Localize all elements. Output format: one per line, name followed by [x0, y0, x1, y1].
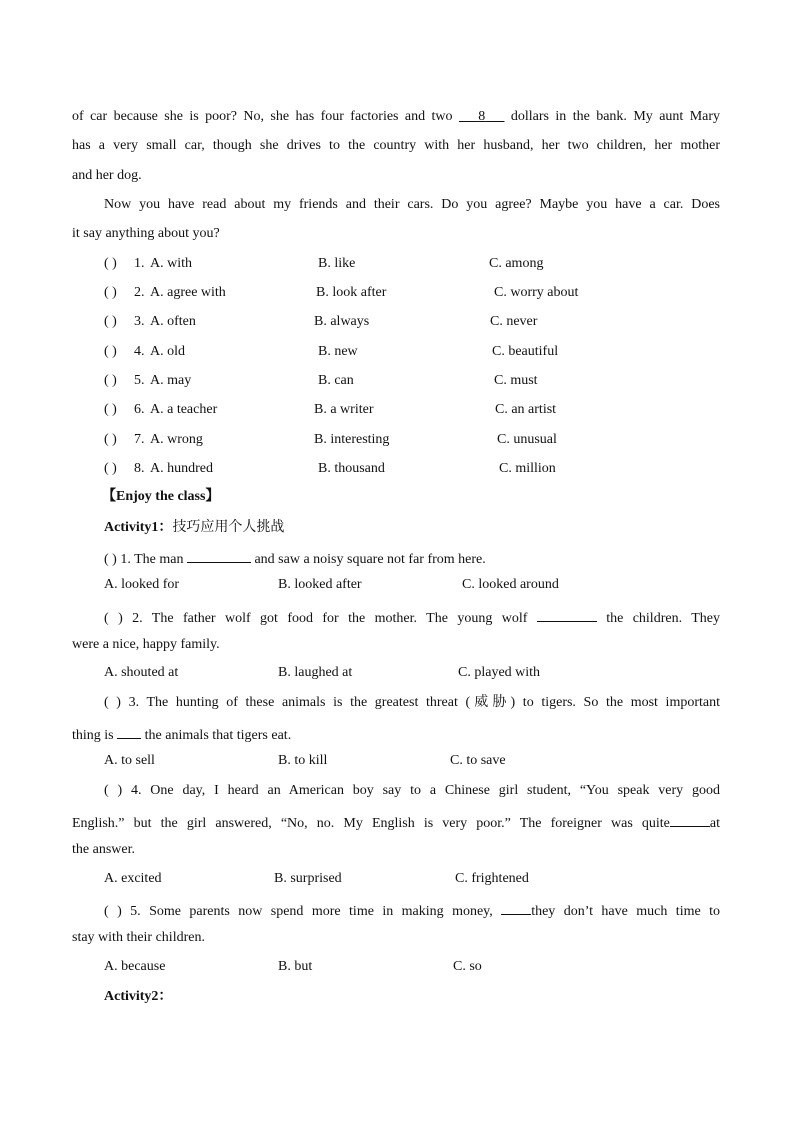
option-b: B. thousand	[318, 461, 385, 476]
option-a: A. agree with	[150, 285, 226, 300]
activity1-label: Activity1：技巧应用个人挑战	[104, 519, 285, 535]
question-number: 6.	[134, 402, 145, 417]
activity1-question-4: ( ) 4. One day, I heard an American boy say to a Chinese girl student, “You speak very good	[104, 783, 720, 798]
option-c: C. million	[499, 461, 556, 476]
option-c: C. beautiful	[492, 344, 559, 359]
option-b: B. new	[318, 344, 358, 359]
option-a: A. to sell	[104, 753, 155, 768]
option-a: A. hundred	[150, 461, 213, 476]
option-c: C. unusual	[497, 432, 557, 447]
question-line: English.” but the girl answered, “No, no. My English is very poor.” The foreigner was quite at	[72, 812, 720, 833]
question-number: 4.	[134, 344, 145, 359]
question-line: stay with their children.	[72, 930, 205, 945]
question-line: thing is the animals that tigers eat.	[72, 724, 291, 745]
option-a: A. a teacher	[150, 402, 218, 417]
option-b: B. to kill	[278, 753, 328, 768]
option-c: C. never	[490, 314, 538, 329]
option-b: B. look after	[316, 285, 387, 300]
question-number: 8.	[134, 461, 145, 476]
option-a: A. wrong	[150, 432, 203, 447]
activity1-question-1: ( ) 1. The man and saw a noisy square not far from here.	[104, 548, 486, 569]
option-a: A. because	[104, 959, 166, 974]
activity2-label: Activity2：	[104, 989, 173, 1004]
answer-paren[interactable]: ( )	[104, 256, 117, 271]
option-c: C. must	[494, 373, 538, 388]
option-b: B. interesting	[314, 432, 390, 447]
passage-line: of car because she is poor? No, she has four factories and two 8 dollars in the bank. My aunt Mary	[72, 109, 721, 124]
option-a: A. may	[150, 373, 192, 388]
option-c: C. worry about	[494, 285, 579, 300]
option-b: B. laughed at	[278, 665, 353, 680]
activity1-question-5: ( ) 5. Some parents now spend more time in making money, they don’t have much time to	[104, 900, 720, 921]
question-number: 1.	[134, 256, 145, 271]
answer-paren[interactable]: ( )	[104, 285, 117, 300]
question-number: 2.	[134, 285, 145, 300]
answer-paren[interactable]: ( )	[104, 432, 117, 447]
answer-blank[interactable]	[670, 812, 710, 827]
passage-line: has a very small car, though she drives to the country with her husband, her two children, her mother	[72, 138, 720, 153]
option-b: B. looked after	[278, 577, 362, 592]
answer-paren[interactable]: ( )	[104, 344, 117, 359]
option-c: C. an artist	[495, 402, 557, 417]
option-a: A. old	[150, 344, 185, 359]
option-c: C. among	[489, 256, 544, 271]
question-line: were a nice, happy family.	[72, 637, 220, 652]
section-title: 【Enjoy the class】	[102, 489, 220, 504]
question-number: 5.	[134, 373, 145, 388]
blank-8: 8	[478, 109, 486, 124]
option-c: C. to save	[450, 753, 506, 768]
answer-blank[interactable]	[117, 724, 141, 739]
option-b: B. surprised	[274, 871, 342, 886]
option-b: B. can	[318, 373, 354, 388]
answer-paren[interactable]: ( )	[104, 461, 117, 476]
option-b: B. always	[314, 314, 370, 329]
passage-line: and her dog.	[72, 168, 142, 183]
option-a: A. excited	[104, 871, 162, 886]
passage-line: Now you have read about my friends and their cars. Do you agree? Maybe you have a car. Does	[104, 197, 720, 212]
question-number: 7.	[134, 432, 145, 447]
option-a: A. often	[150, 314, 196, 329]
question-number: 3.	[134, 314, 145, 329]
answer-blank[interactable]	[501, 900, 531, 915]
option-b: B. a writer	[314, 402, 374, 417]
option-a: A. looked for	[104, 577, 180, 592]
option-a: A. shouted at	[104, 665, 179, 680]
answer-paren[interactable]: ( )	[104, 314, 117, 329]
activity1-question-2: ( ) 2. The father wolf got food for the mother. The young wolf the children. They	[104, 607, 720, 628]
option-a: A. with	[150, 256, 192, 271]
option-c: C. played with	[458, 665, 541, 680]
option-c: C. frightened	[455, 871, 529, 886]
question-line: the answer.	[72, 842, 135, 857]
passage-line: it say anything about you?	[72, 226, 220, 241]
option-b: B. like	[318, 256, 356, 271]
answer-paren[interactable]: ( )	[104, 402, 117, 417]
answer-blank[interactable]	[537, 607, 597, 622]
activity1-question-3: ( ) 3. The hunting of these animals is the greatest threat (威胁) to tigers. So the most important	[104, 695, 720, 710]
option-c: C. so	[453, 959, 482, 974]
answer-blank[interactable]	[187, 548, 251, 563]
option-b: B. but	[278, 959, 313, 974]
option-c: C. looked around	[462, 577, 559, 592]
answer-paren[interactable]: ( )	[104, 373, 117, 388]
